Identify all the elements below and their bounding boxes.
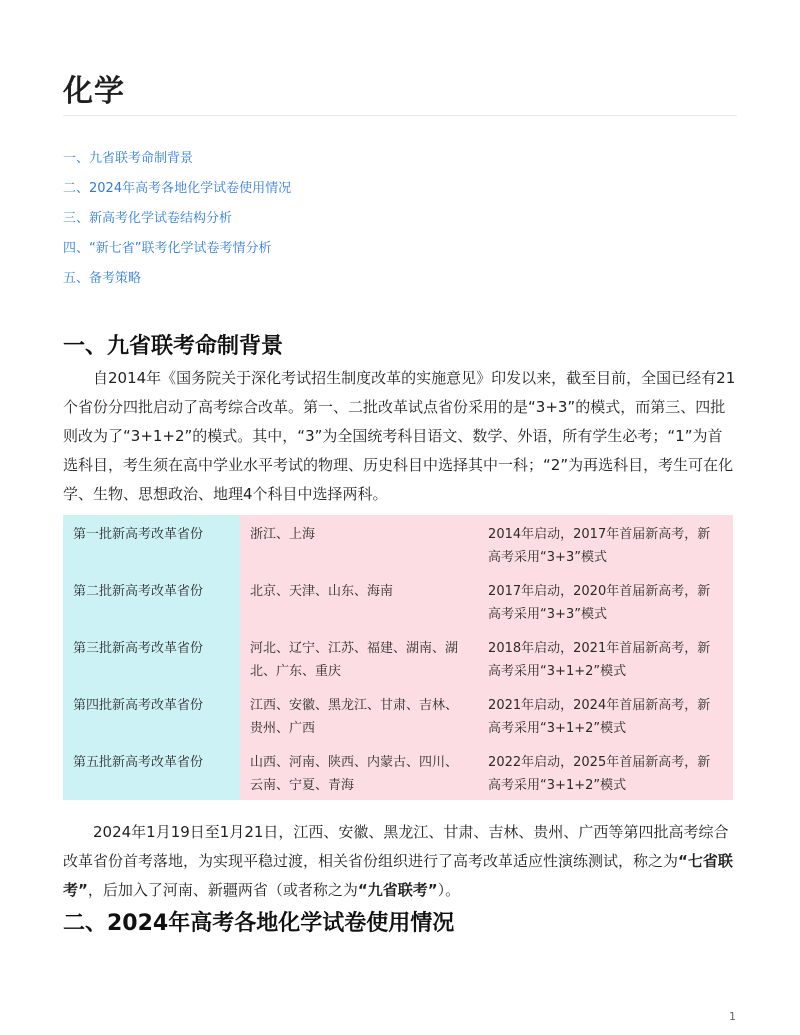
section-1-paragraph: 自2014年《国务院关于深化考试招生制度改革的实施意见》印发以来，截至目前，全国已经有21个省份分四批启动了高考综合改革。第一、二批改革试点省份采用的是“3+3”的模式，而第三、四批则改为了“3+1+2”的模式。其中，“3”为全国统考科目语文、数学、外语，所有学生必考；“1”为首选科目，考生须在高中学业水平考试的物理、历史科目中选择其中一科；“2”为再选科目，考生可在化学、生物、思想政治、地理4个科目中选择两科。 [63,369,736,503]
batch-cell: 第一批新高考改革省份 [63,515,240,572]
reform-batches-table [63,515,733,800]
provinces-cell: 北京、天津、山东、海南 [240,572,478,629]
paragraph-text: 2024年1月19日至1月21日，江西、安徽、黑龙江、甘肃、吉林、贵州、广西等第四批高考综合改革省份首考落地，为实现平稳过渡，相关省份组织进行了高考改革适应性演练测试，称之为 [63,823,729,870]
info-cell: 2022年启动，2025年首届新高考，新高考采用“3+1+2”模式 [478,743,733,800]
batch-cell: 第三批新高考改革省份 [63,629,240,686]
toc-item[interactable] [63,180,291,210]
toc-item[interactable] [63,240,291,270]
paragraph-text: ）。 [437,881,461,899]
bold-term-nine-province: “九省联考” [357,881,438,899]
table-row [63,686,733,743]
toc-item[interactable] [63,150,291,180]
info-cell: 2021年启动，2024年首届新高考，新高考采用“3+1+2”模式 [478,686,733,743]
provinces-cell: 河北、辽宁、江苏、福建、湖南、湖北、广东、重庆 [240,629,478,686]
table-row [63,629,733,686]
batch-cell: 第二批新高考改革省份 [63,572,240,629]
toc-link-4[interactable]: 四、“新七省”联考化学试卷考情分析 [63,241,272,256]
info-cell: 2014年启动，2017年首届新高考，新高考采用“3+3”模式 [478,515,733,572]
toc-link-1[interactable]: 一、九省联考命制背景 [63,151,194,166]
batch-cell: 第四批新高考改革省份 [63,686,240,743]
provinces-cell: 山西、河南、陕西、内蒙古、四川、云南、宁夏、青海 [240,743,478,800]
toc-link-2[interactable]: 二、2024年高考各地化学试卷使用情况 [63,181,292,196]
table-row [63,572,733,629]
section-1-paragraph-2 [63,818,737,905]
info-cell: 2017年启动，2020年首届新高考，新高考采用“3+3”模式 [478,572,733,629]
table-row [63,743,733,800]
provinces-cell: 浙江、上海 [240,515,478,572]
toc-link-5[interactable]: 五、备考策略 [63,271,142,286]
bold-term-seven-province: “七省联考” [63,852,733,899]
section-heading-1: 一、九省联考命制背景 [63,334,284,359]
toc-item[interactable] [63,210,291,240]
toc-item[interactable] [63,270,291,300]
section-heading-2: 二、2024年高考各地化学试卷使用情况 [63,911,455,936]
provinces-cell: 江西、安徽、黑龙江、甘肃、吉林、贵州、广西 [240,686,478,743]
info-cell: 2018年启动，2021年首届新高考，新高考采用“3+1+2”模式 [478,629,733,686]
table-row [63,515,733,572]
table-of-contents [63,150,291,300]
page-number: 1 [729,1010,736,1023]
toc-link-3[interactable]: 三、新高考化学试卷结构分析 [63,211,233,226]
paragraph-text: ，后加入了河南、新疆两省（或者称之为 [87,881,358,899]
title-divider [63,115,737,116]
batch-cell: 第五批新高考改革省份 [63,743,240,800]
page-title: 化学 [63,74,125,109]
